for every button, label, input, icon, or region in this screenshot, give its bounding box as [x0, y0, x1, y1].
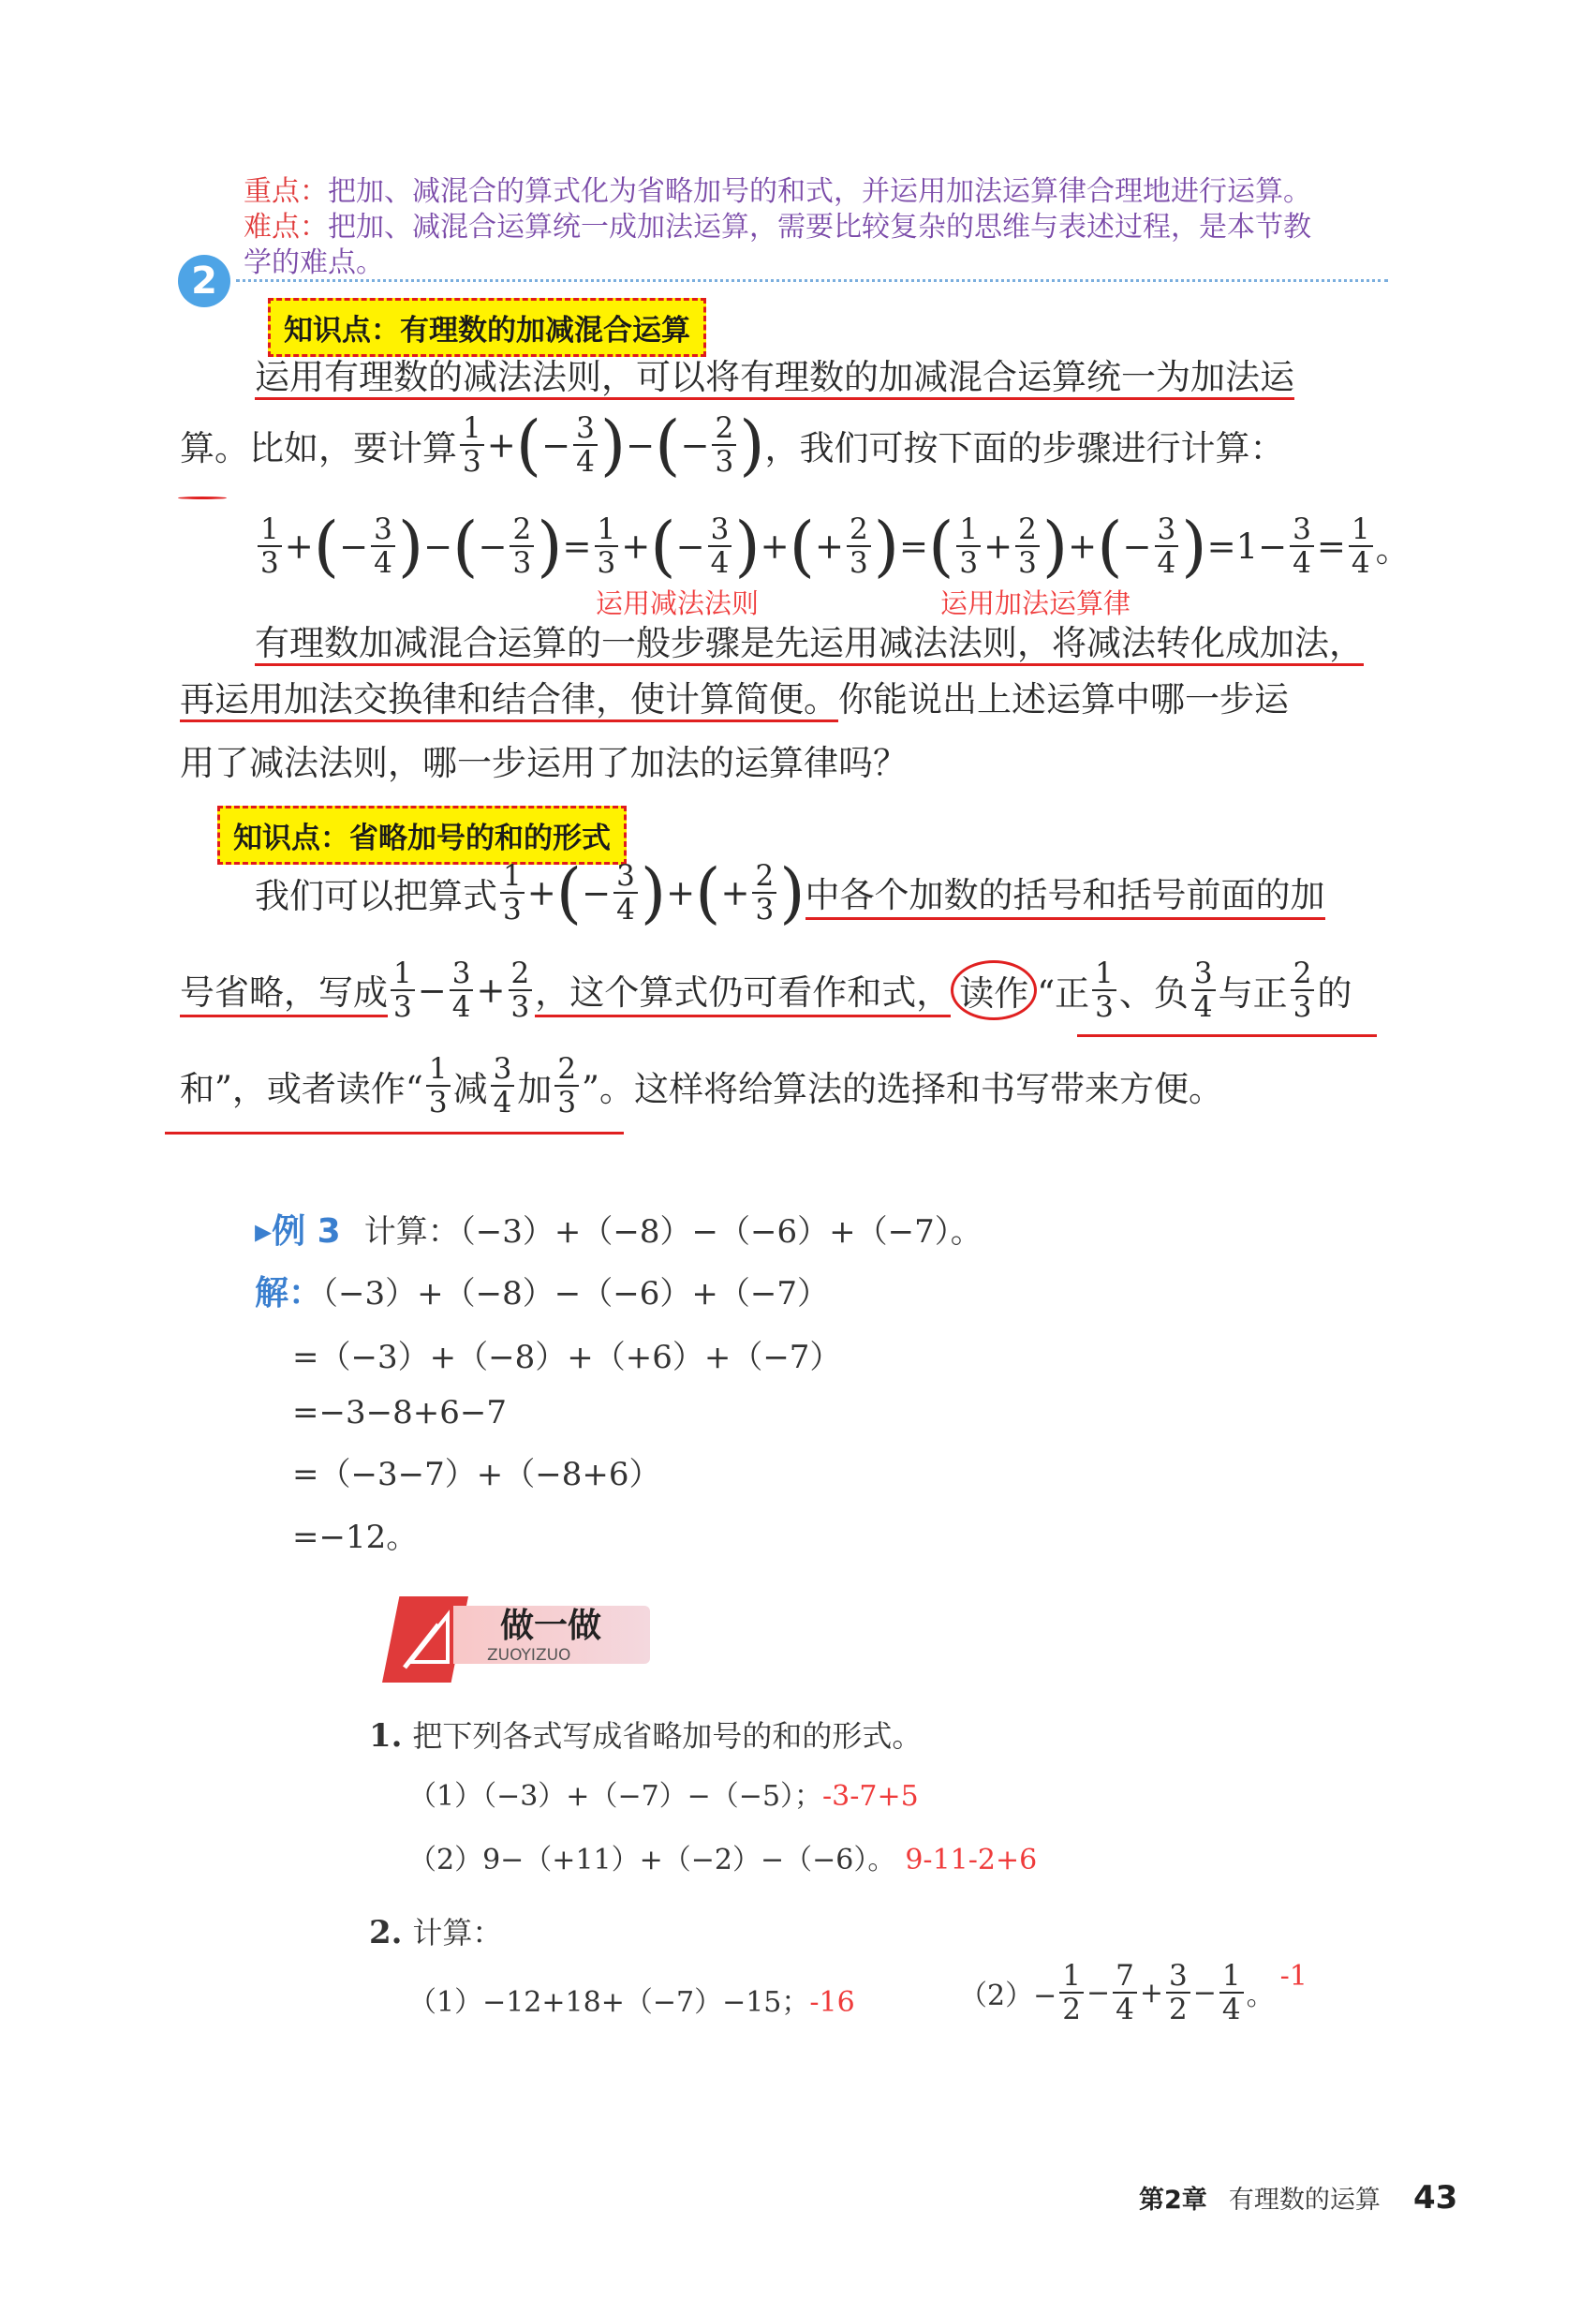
- fraction: $\frac{1}{3}$: [500, 860, 525, 926]
- line-text: 减: [452, 1069, 488, 1109]
- knowledge-point-2: 知识点：省略加号的和的形式: [217, 806, 627, 865]
- handwritten-answer: -3-7+5: [822, 1780, 919, 1813]
- solution: [255, 1267, 841, 1557]
- right-paren: ): [739, 407, 765, 483]
- fraction: $\frac{1}{3}$: [1092, 957, 1116, 1023]
- fraction: $\frac{2}{3}$: [847, 513, 871, 579]
- fraction: $\frac{2}{3}$: [510, 513, 534, 579]
- underlined-text: ，这个算式仍可看作和式，: [535, 964, 951, 1017]
- dotted-divider: [236, 279, 1388, 282]
- paren: (: [452, 508, 479, 585]
- solution-step-2: =（−3）+（−8）+（+6）+（−7）: [292, 1339, 842, 1376]
- chapter-title: 有理数的运算: [1228, 2186, 1381, 2215]
- minus-sign: −: [680, 424, 710, 466]
- line-text: 加: [517, 1069, 553, 1109]
- exercise-1-part-2: [408, 1836, 1037, 1877]
- fraction: $\frac{3}{4}$: [1290, 513, 1314, 579]
- underlined-text: 中各个加数的括号和括号前面的加: [805, 867, 1325, 920]
- difficulty-note: [244, 210, 1461, 245]
- paragraph-2-line-3: 用了减法法则，哪一步运用了加法的运算律吗？: [180, 743, 908, 783]
- paren: ): [640, 854, 667, 931]
- fraction: $\frac{3}{2}$: [1166, 1960, 1190, 2025]
- paren: (: [555, 854, 583, 931]
- paragraph-3-line-1: 我们可以把算式 $\frac{1}{3}$ + ( − $\frac{3}{4}$ ) + ( + $\frac{2}{3}$ ) 中各个加数的括号和括号前面的加: [255, 854, 1325, 931]
- line-text: 我们可以把算式: [255, 876, 497, 916]
- underlined-text: 有理数加减混合运算的一般步骤是先运用减法法则，将减法转化成加法，: [255, 623, 1364, 666]
- exercise-2-text: 计算：: [412, 1915, 503, 1950]
- line-text: 你能说出上述运算中哪一步运: [838, 679, 1289, 719]
- handwritten-answer: 9-11-2+6: [905, 1844, 1038, 1876]
- paren: (: [1097, 508, 1123, 585]
- exercise-1: [369, 1713, 922, 1756]
- fraction: $\frac{2}{3}$: [554, 1053, 579, 1119]
- right-paren: ): [599, 407, 627, 483]
- fraction: $\frac{3}{4}$: [450, 957, 474, 1023]
- knowledge-point-1: 知识点：有理数的加减混合运算: [268, 298, 706, 357]
- banner-title: 做一做: [500, 1607, 602, 1645]
- paragraph-3-line-2: 号省略，写成 $\frac{1}{3}$ − $\frac{3}{4}$ + $\frac{2}{3}$ ，这个算式仍可看作和式， 读作 “正 $\frac{1}{3}$ 、负 $\frac{3}{4}$ 与正 $\frac{2}{3}$ 的: [180, 957, 1352, 1024]
- paren: (: [928, 508, 954, 585]
- underlined-text: 运用有理数的减法法则，可以将有理数的加减混合运算统一为加法运: [255, 357, 1294, 400]
- line-text: “正: [1037, 973, 1090, 1014]
- exercise-2-part-1: [408, 1979, 855, 2020]
- paren: ): [537, 508, 563, 585]
- example-prompt: 计算：（−3）+（−8）−（−6）+（−7）。: [363, 1213, 983, 1251]
- fraction: $\frac{1}{3}$: [426, 1053, 451, 1119]
- handwritten-answer: -16: [809, 1986, 855, 2019]
- solution-step-5: =−12。: [292, 1519, 419, 1556]
- banner-body: [453, 1606, 650, 1664]
- underlined-text: 再运用加法交换律和结合律，使计算简便。: [180, 679, 838, 722]
- exercise-1-part-1: [408, 1772, 919, 1814]
- solution-step-3: =−3−8+6−7: [292, 1394, 507, 1431]
- fraction: $\frac{3}{4}$: [708, 513, 732, 579]
- section-number-badge: 2: [178, 255, 230, 307]
- paren: (: [789, 508, 815, 585]
- circled-read-as: 读作: [951, 960, 1037, 1020]
- plus-sign: +: [486, 424, 516, 466]
- fraction: $\frac{1}{4}$: [1219, 1960, 1244, 2025]
- left-paren: (: [515, 407, 542, 483]
- fraction: $\frac{1}{3}$: [258, 513, 282, 579]
- fraction: $\frac{2}{3}$: [1291, 957, 1315, 1023]
- exercise-text: （2）−: [959, 1980, 1057, 2012]
- minus-sign: −: [541, 424, 571, 466]
- line-text: 和”，或者读作“: [180, 1069, 423, 1109]
- fraction-2-3: $\frac{2}{3}$: [712, 412, 736, 478]
- fraction: $\frac{3}{4}$: [491, 1053, 515, 1119]
- equation-line: $\frac{1}{3}$ + ( − $\frac{3}{4}$ ) − ( − $\frac{2}{3}$ ) = $\frac{1}{3}$ + ( − $\frac{3}{4}$ ) + ( + $\frac{2}{3}$ ) = ( $\frac{1}{3}$ + $\frac{2}{3}$ ) + ( − $\frac{3}{4}$ ) =1− $\frac{3}{4}$ = $\frac{1}{4}$ 。: [255, 513, 1411, 579]
- exercise-1-text: 把下列各式写成省略加号的和的形式。: [412, 1718, 923, 1754]
- exercise-text: （1）（−3）+（−7）−（−5）；: [408, 1780, 823, 1813]
- difficulty-text: 把加、减混合运算统一成加法运算，需要比较复杂的思维与表述过程，是本节教: [328, 211, 1311, 244]
- page-number: 43: [1412, 2179, 1458, 2217]
- exercise-text: （1）−12+18+（−7）−15；: [408, 1986, 810, 2019]
- paragraph-1-line-2: [180, 407, 1285, 483]
- line-text: 、负: [1118, 973, 1189, 1014]
- key-point-note: [244, 174, 1461, 210]
- paren: ): [1181, 508, 1207, 585]
- underline-mark: [165, 1132, 624, 1135]
- exercise-text: （2）9−（+11）+（−2）−（−6）。: [408, 1844, 896, 1876]
- teaching-notes: [244, 174, 1461, 281]
- line-text: 算。比如，要计算: [180, 428, 457, 468]
- underline-mark: [1077, 1034, 1377, 1037]
- paren: (: [695, 854, 721, 931]
- exercise-2-part-2: （2）− $\frac{1}{2}$ − $\frac{7}{4}$ + $\frac{3}{2}$ − $\frac{1}{4}$ 。 -1: [959, 1959, 1308, 2026]
- line-text: ”。这样将给算法的选择和书写带来方便。: [582, 1069, 1223, 1109]
- paragraph-2-line-1: [255, 615, 1364, 665]
- line-text: ，我们可按下面的步骤进行计算：: [764, 428, 1285, 468]
- handwritten-answer: -1: [1279, 1960, 1308, 1993]
- fraction: $\frac{1}{2}$: [1059, 1960, 1084, 2025]
- underline-mark: [178, 497, 227, 499]
- solution-first-line: [255, 1267, 841, 1314]
- solution-step-1: （−3）+（−8）−（−6）+（−7）: [322, 1275, 829, 1313]
- fraction-3-4: $\frac{3}{4}$: [573, 412, 598, 478]
- paragraph-1-line-1: [255, 349, 1294, 399]
- paren: ): [734, 508, 761, 585]
- line-text: 与正: [1218, 973, 1288, 1014]
- fraction: $\frac{3}{4}$: [371, 513, 395, 579]
- difficulty-text-continued: 学的难点。: [244, 246, 384, 279]
- underlined-text: 号省略，写成: [180, 964, 388, 1017]
- minus-sign: −: [626, 424, 656, 466]
- page-footer: [1139, 2179, 1457, 2217]
- paren: ): [397, 508, 424, 585]
- chapter-label: 第2章: [1139, 2186, 1207, 2215]
- solution-step-4: =（−3−7）+（−8+6）: [292, 1456, 661, 1493]
- fraction: $\frac{2}{3}$: [1015, 513, 1040, 579]
- banner-pinyin: ZUOYIZUO: [487, 1646, 571, 1665]
- key-point-text: 把加、减混合的算式化为省略加号的和式，并运用加法运算律合理地进行运算。: [328, 175, 1311, 208]
- paren: ): [779, 854, 805, 931]
- paragraph-2-line-2: [180, 671, 1289, 721]
- line-text: 的: [1317, 973, 1352, 1014]
- annotation-addition-law: 运用加法运算律: [940, 587, 1131, 619]
- zuoyizuo-banner: [382, 1596, 654, 1683]
- paren: (: [313, 508, 340, 585]
- exercise-1-number: 1.: [369, 1717, 403, 1755]
- paren: ): [1042, 508, 1069, 585]
- key-point-label: 重点：: [244, 175, 328, 208]
- difficulty-label: 难点：: [244, 211, 328, 244]
- example-label: ▸例 3: [255, 1212, 341, 1251]
- left-paren: (: [655, 407, 681, 483]
- paren: (: [650, 508, 676, 585]
- solution-label: 解：: [255, 1274, 323, 1313]
- fraction: $\frac{3}{4}$: [1155, 513, 1179, 579]
- fraction: $\frac{7}{4}$: [1113, 1960, 1137, 2025]
- fraction: $\frac{3}{4}$: [1191, 957, 1216, 1023]
- paragraph-3-line-3: [180, 1053, 1223, 1119]
- fraction: $\frac{1}{4}$: [1349, 513, 1373, 579]
- example-3: [255, 1205, 983, 1253]
- fraction-1-3: $\frac{1}{3}$: [460, 412, 484, 478]
- annotation-subtraction-rule: 运用减法法则: [596, 587, 760, 619]
- exercise-2-number: 2.: [369, 1914, 403, 1951]
- fraction: $\frac{2}{3}$: [752, 860, 776, 926]
- equation-tail: =1−: [1206, 526, 1288, 567]
- fraction: $\frac{3}{4}$: [613, 860, 638, 926]
- fraction: $\frac{2}{3}$: [509, 957, 533, 1023]
- exercise-2: [369, 1909, 502, 1952]
- fraction: $\frac{1}{3}$: [391, 957, 415, 1023]
- fraction: $\frac{1}{3}$: [956, 513, 981, 579]
- paren: ): [873, 508, 900, 585]
- fraction: $\frac{1}{3}$: [595, 513, 619, 579]
